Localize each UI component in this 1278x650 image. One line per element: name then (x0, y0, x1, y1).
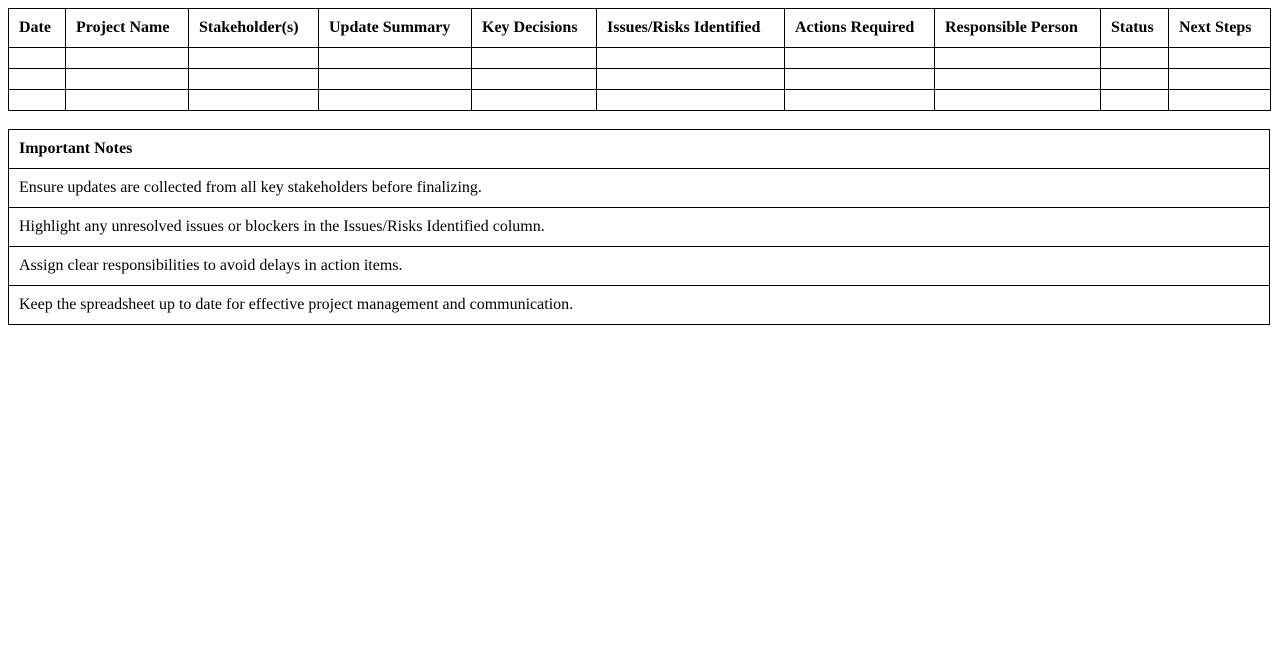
table-cell[interactable] (66, 90, 189, 111)
table-cell[interactable] (189, 90, 319, 111)
table-header-row (9, 9, 1271, 48)
notes-header-row (9, 130, 1270, 169)
table-cell[interactable] (597, 90, 785, 111)
table-cell[interactable] (9, 48, 66, 69)
table-cell[interactable] (1169, 90, 1271, 111)
column-header-status: Status (1101, 9, 1169, 48)
table-cell[interactable] (597, 48, 785, 69)
column-header-issues-risks: Issues/Risks Identified (597, 9, 785, 48)
notes-row (9, 247, 1270, 286)
table-cell[interactable] (472, 69, 597, 90)
table-row (9, 90, 1271, 111)
stakeholder-update-table (8, 8, 1271, 111)
table-cell[interactable] (1101, 48, 1169, 69)
table-cell[interactable] (9, 69, 66, 90)
notes-row (9, 286, 1270, 325)
note-item: Highlight any unresolved issues or blockers in the Issues/Risks Identified column. (9, 208, 1270, 247)
important-notes-table (8, 129, 1270, 325)
note-item: Keep the spreadsheet up to date for effective project management and communication. (9, 286, 1270, 325)
table-cell[interactable] (1101, 90, 1169, 111)
table-cell[interactable] (1101, 69, 1169, 90)
table-cell[interactable] (319, 69, 472, 90)
notes-title: Important Notes (9, 130, 1270, 169)
column-header-date: Date (9, 9, 66, 48)
column-header-responsible-person: Responsible Person (935, 9, 1101, 48)
column-header-next-steps: Next Steps (1169, 9, 1271, 48)
table-cell[interactable] (935, 90, 1101, 111)
column-header-stakeholders: Stakeholder(s) (189, 9, 319, 48)
table-cell[interactable] (319, 48, 472, 69)
column-header-update-summary: Update Summary (319, 9, 472, 48)
table-cell[interactable] (66, 48, 189, 69)
table-row (9, 48, 1271, 69)
table-cell[interactable] (935, 48, 1101, 69)
table-cell[interactable] (785, 48, 935, 69)
column-header-actions-required: Actions Required (785, 9, 935, 48)
table-cell[interactable] (597, 69, 785, 90)
table-cell[interactable] (189, 48, 319, 69)
table-cell[interactable] (785, 90, 935, 111)
table-cell[interactable] (189, 69, 319, 90)
table-cell[interactable] (9, 90, 66, 111)
table-cell[interactable] (935, 69, 1101, 90)
table-cell[interactable] (1169, 48, 1271, 69)
notes-row (9, 169, 1270, 208)
table-row (9, 69, 1271, 90)
note-item: Ensure updates are collected from all key stakeholders before finalizing. (9, 169, 1270, 208)
table-cell[interactable] (1169, 69, 1271, 90)
table-cell[interactable] (66, 69, 189, 90)
notes-row (9, 208, 1270, 247)
note-item: Assign clear responsibilities to avoid delays in action items. (9, 247, 1270, 286)
table-cell[interactable] (472, 90, 597, 111)
table-cell[interactable] (785, 69, 935, 90)
column-header-project-name: Project Name (66, 9, 189, 48)
table-cell[interactable] (472, 48, 597, 69)
column-header-key-decisions: Key Decisions (472, 9, 597, 48)
table-cell[interactable] (319, 90, 472, 111)
